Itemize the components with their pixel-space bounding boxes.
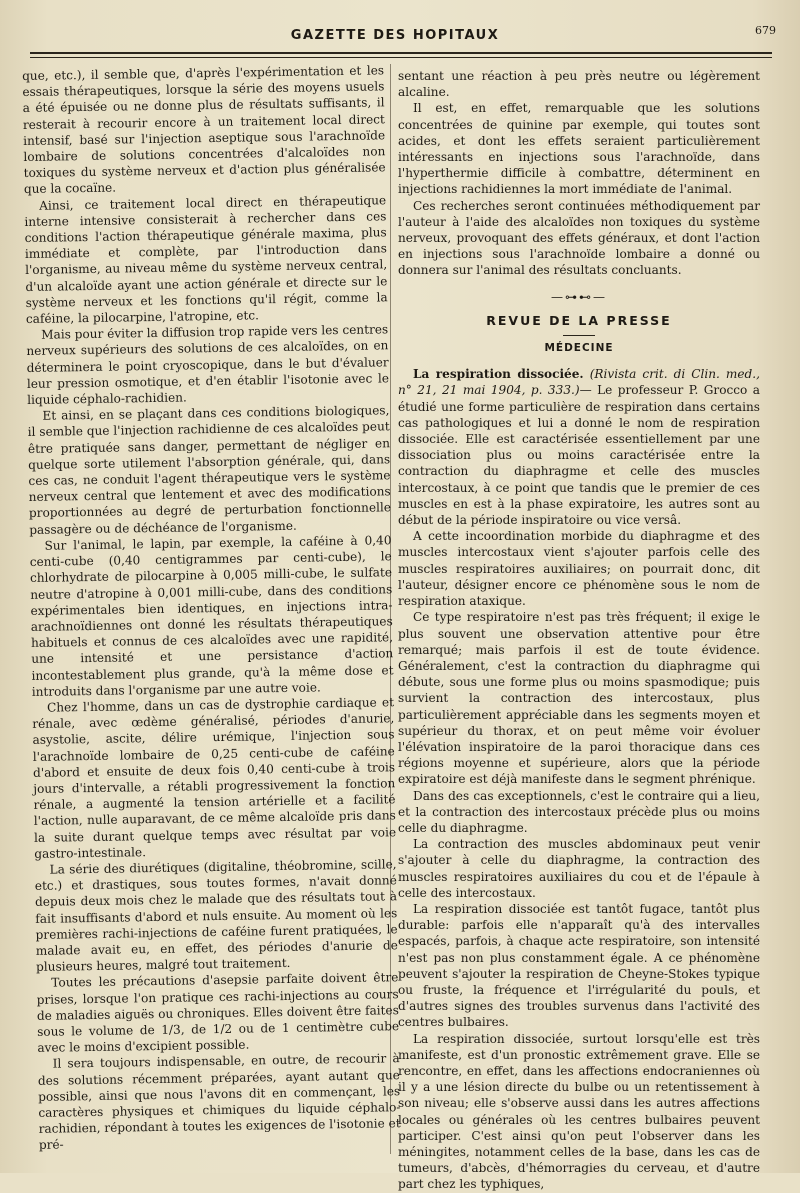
heading-rule [563, 335, 595, 336]
paragraph: Toutes les précautions d'asepsie parfaite doivent être prises, lorsque l'on pratique ces rachi-injections au cours de maladies aiguës ou chroniques. Elles doivent être faites sous le volume de 1/3, de 1/2 ou de 1 centimètre cube avec le moins d'excipient possible. [36, 970, 400, 1056]
paragraph: Et ainsi, en se plaçant dans ces conditions biologiques, il semble que l'injection rachidienne de ces alcaloïdes peut être pratiquée sans danger, permettant de négliger en quelque sorte utilement l'absorption générale, qui, dans ces cas, ne conduit l'agent thérapeutique vers le système nerveux central que lentement et avec des modifications proportionnées au degré de perturbation fonctionnelle passagère ou de déchéance de l'organisme. [27, 403, 392, 537]
paragraph: que, etc.), il semble que, d'après l'expérimentation et les essais thérapeutiques, lorsque la série des moyens usuels a été épuisée ou ne donne plus de résultats suffisants, il resterait à recourir encore à un traitement local direct intensif, basé sur l'injection aseptique sous l'arachnoïde lombaire de solutions concentrées d'alcaloïdes non toxiques du système nerveux et d'action plus généralisée que la cocaïne. [22, 63, 386, 197]
paragraph: La contraction des muscles abdominaux peut venir s'ajouter à celle du diaphragme, la contraction des muscles respiratoires auxiliaires du cou et de l'épaule à celle des intercostaux. [398, 837, 760, 900]
article-source: (Rivista crit. di Clin. med., n° 21, 21 mai 1904, p. 333.) [398, 367, 760, 398]
paragraph: Chez l'homme, dans un cas de dystrophie cardiaque et rénale, avec œdème généralisé, périodes d'anurie, asystolie, ascite, délire urémique, l'injection sous l'arachnoïde lombaire de 0,25 centi-cube de caféine d'abord et ensuite de deux fois 0,40 centi-cube à trois jours d'intervalle, a rétabli progressivement la fonction rénale, a augmenté la tension artérielle et a facilité l'action, nulle auparavant, de ce même alcaloïde pris dans la suite durant quelque temps avec résultat par voie gastro-intestinale. [32, 695, 397, 861]
paragraph: Il est, en effet, remarquable que les solutions concentrées de quinine par exemple, qui toutes sont acides, et dont les effets seraient particulièrement intéressants en injections sous l'arachnoïde, dans l'hyperthermie difficile à combattre, déterminent en injections rachidiennes la mort immédiate de l'animal. [398, 101, 760, 197]
page-number: 679 [755, 24, 776, 37]
paragraph: La respiration dissociée est tantôt fugace, tantôt plus durable: parfois elle n'apparaît qu'à des intervalles espacés, parfois, à chaque acte respiratoire, son intensité n'est pas non plus constamment égale. A ce phénomène peuvent s'ajouter la respiration de Cheyne-Stokes typique ou fruste, la fréquence et l'irrégularité du pouls, et d'autres signes des troubles survenus dans l'activité des centres bulbaires. [398, 901, 760, 1030]
article-title: La respiration dissociée. [413, 367, 584, 382]
paragraph: Sur l'animal, le lapin, par exemple, la caféine à 0,40 centi-cube (0,40 centigrammes par centi-cube), le chlorhydrate de pilocarpine à 0,005 milli-cube, le sulfate neutre d'atropine à 0,001 milli-cube, dans des conditions expérimentales bien identiques, en injections intra-arachnoïdiennes ont donné les résultats thérapeutiques habituels et connus de ces alcaloïdes avec une rapidité, une intensité et une persistance d'action incontestablement plus grande, qu'à la même dose et introduits dans l'organisme par une autre voie. [29, 533, 394, 699]
article-lead [398, 366, 760, 528]
paragraph: Ainsi, ce traitement local direct en thérapeutique interne intensive consisterait à rechercher dans ces conditions l'action thérapeutique générale maxima, plus immédiate et complète, par l'introduction dans l'organisme, au niveau même du système nerveux central, d'un alcaloïde ayant une action générale et directe sur le système nerveux et les fonctions qu'il régit, comme la caféine, la pilocarpine, l'atropine, etc. [24, 192, 388, 327]
section-ornament: —⊶⊷— [551, 289, 607, 304]
paragraph: Ce type respiratoire n'est pas très fréquent; il exige le plus souvent une observation attentive pour être remarqué; mais parfois il est de toute évidence. Généralement, c'est la contraction du diaphragme qui débute, sous une forme plus ou moins spasmodique; puis survient la contraction des intercostaux, plus particulièrement appréciable dans les segments moyen et supérieur du thorax, et on peut même voir évoluer l'élévation inspiratoire de la paroi thoracique dans ces régions moyenne et supérieure, alors que la période expiratoire est déjà manifeste dans le segment phrénique. [398, 610, 760, 787]
paragraph: Dans des cas exceptionnels, c'est le contraire qui a lieu, et la contraction des intercostaux précède plus ou moins celle du diaphragme. [398, 788, 760, 835]
paragraph: sentant une réaction à peu près neutre ou légèrement alcaline. [398, 69, 760, 100]
article-lead-text: — Le professeur P. Grocco a étudié une forme particulière de respiration dans certains cas pathologiques et lui a donné le nom de respiration dissociée. Elle est caractérisée essentiellement par une dissociation plus ou moins caractérisée entre la contraction du diaphragme et celle des muscles intercostaux, à ce point que tandis que le premier de ces muscles en est à la phase expiratoire, les autres sont au début de la période inspiratoire ou vice versâ. [398, 383, 760, 528]
subsection-heading: MÉDECINE [544, 342, 614, 355]
section-heading: REVUE DE LA PRESSE [486, 312, 672, 328]
page-header [0, 18, 800, 48]
paragraph: Ces recherches seront continuées méthodiquement par l'auteur à l'aide des alcaloïdes non toxiques du système nerveux, provoquant des effets généraux, et dont l'action en injections sous l'arachnoïde lombaire a donné ou donnera sur l'animal des résultats concluants. [398, 198, 760, 278]
paragraph: Mais pour éviter la diffusion trop rapide vers les centres nerveux supérieurs des solutions de ces alcaloïdes, on en déterminera le point cryoscopique, dans le but d'évaluer leur pression osmotique, et d'en établir l'isotonie avec le liquide céphalo-rachidien. [26, 322, 390, 408]
left-column [22, 62, 401, 1153]
journal-title: GAZETTE DES HOPITAUX [290, 28, 500, 43]
paragraph: A cette incoordination morbide du diaphragme et des muscles intercostaux vient s'ajouter parfois celle des muscles respiratoires auxiliaires; on pourrait donc, dit l'auteur, désigner encore ce phénomène sous le nom de respiration ataxique. [398, 529, 760, 609]
header-rule-thin [30, 57, 772, 58]
paragraph: La respiration dissociée, surtout lorsqu'elle est très manifeste, est d'un pronostic extrêmement grave. Elle se rencontre, en effet, dans les affections endocraniennes où il y a une lésion directe du bulbe ou un retentissement à son niveau; elle s'observe aussi dans les autres affections locales ou générales où les centres bulbaires peuvent participer. C'est ainsi qu'on peut l'observer dans les méningites, notamment celles de la base, dans les cas de tumeurs, d'abcès, d'hémorragies du cerveau, et d'autre part chez les typhiques, [398, 1031, 760, 1192]
right-column [398, 68, 760, 1193]
paragraph: La série des diurétiques (digitaline, théobromine, scille, etc.) et drastiques, sous toutes formes, n'avait donné depuis deux mois chez le malade que des résultats tout à fait insuffisants d'abord et nuls ensuite. Au moment où les premières rachi-injections de caféine furent pratiquées, le malade avait eu, en effet, des périodes d'anurie de plusieurs heures, malgré tout traitement. [34, 857, 398, 975]
paragraph: Il sera toujours indispensable, en outre, de recourir à des solutions récemment préparées, ayant autant que possible, ainsi que nous l'avons dit en commençant, les caractères physiques et chimiques du liquide céphalo-rachidien, répondant à toutes les exigences de l'isotonie et pré- [37, 1051, 401, 1153]
header-rule-thick [30, 52, 772, 54]
